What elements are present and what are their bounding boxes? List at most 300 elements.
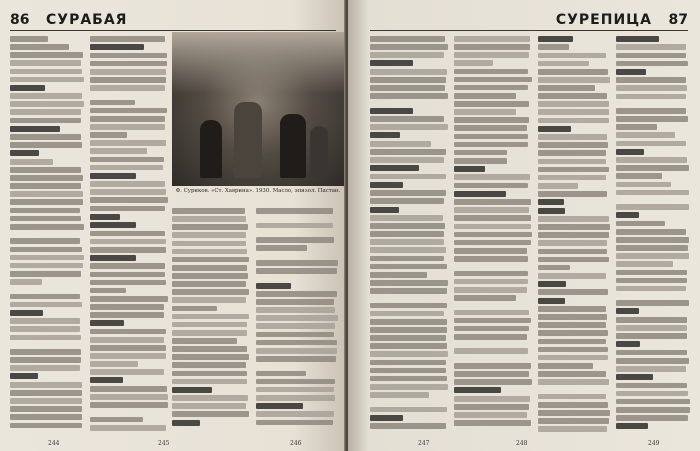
right-page-number: 87 [668, 12, 688, 28]
text-line [538, 394, 606, 400]
text-line [10, 77, 84, 83]
text-line [454, 303, 532, 307]
text-line [10, 271, 81, 277]
text-line [370, 85, 445, 91]
text-line [370, 60, 413, 66]
text-line [256, 403, 303, 409]
text-line [90, 312, 164, 318]
text-line [454, 215, 531, 221]
text-line [454, 279, 528, 285]
text-line [370, 311, 444, 317]
text-line [616, 308, 639, 314]
text-line [90, 369, 164, 375]
text-line [172, 208, 245, 214]
text-line [616, 270, 687, 276]
text-line [172, 224, 248, 230]
text-line [370, 327, 447, 333]
right-header-word: СУРЕПИЦА [555, 12, 652, 28]
text-line [370, 141, 431, 147]
text-line [616, 132, 675, 138]
text-line [454, 199, 531, 205]
text-line [256, 268, 337, 274]
text-line [10, 357, 81, 363]
right-page [348, 0, 700, 451]
text-line [256, 299, 334, 305]
text-line [256, 315, 338, 321]
text-line [538, 257, 609, 263]
text-line [454, 379, 532, 385]
text-line [10, 199, 83, 205]
text-line [616, 141, 686, 147]
text-line [454, 69, 528, 75]
text-line [10, 150, 39, 156]
text-line [370, 116, 444, 122]
text-line [538, 183, 578, 189]
text-line [172, 216, 246, 222]
text-line [10, 406, 82, 412]
text-line [538, 101, 609, 107]
text-line [538, 93, 607, 99]
text-line [172, 273, 248, 279]
text-line [10, 167, 81, 173]
text-line [90, 165, 163, 171]
text-line [538, 85, 595, 91]
text-line [538, 142, 608, 148]
text-line [256, 216, 338, 220]
text-line [90, 280, 166, 286]
text-line [538, 426, 607, 432]
text-line [370, 132, 400, 138]
text-line [172, 281, 246, 287]
text-line [616, 221, 665, 227]
text-line [172, 354, 249, 360]
text-line [10, 365, 80, 371]
text-line [370, 77, 446, 83]
text-line [256, 283, 291, 289]
text-line [454, 183, 528, 189]
text-line [370, 215, 443, 221]
text-line [370, 239, 444, 245]
text-line [10, 36, 48, 42]
text-line [10, 216, 81, 222]
text-line [90, 61, 167, 67]
text-line [256, 371, 306, 377]
text-line [538, 175, 606, 181]
text-line [538, 167, 609, 173]
text-line [90, 36, 165, 42]
text-line [454, 109, 516, 115]
text-line [454, 166, 485, 172]
text-line [616, 116, 688, 122]
text-line [538, 232, 609, 238]
text-line [90, 148, 147, 154]
text-line [454, 363, 531, 369]
text-line [454, 310, 529, 316]
text-line [370, 207, 399, 213]
text-line [370, 165, 419, 171]
right-footer-number-3: 249 [648, 440, 660, 447]
text-line [616, 182, 671, 188]
text-line [172, 403, 246, 409]
text-line [454, 158, 507, 164]
text-line [538, 322, 606, 328]
text-line [454, 256, 528, 262]
text-line [10, 318, 80, 324]
text-line [538, 402, 608, 408]
text-line [90, 77, 166, 83]
text-line [370, 223, 445, 229]
text-line [454, 348, 528, 354]
text-line [256, 332, 334, 338]
text-line [256, 364, 338, 368]
text-line [10, 255, 84, 261]
text-column-5 [454, 36, 532, 436]
text-line [370, 149, 446, 155]
text-line [256, 348, 337, 354]
text-line [10, 183, 81, 189]
text-line [454, 342, 532, 346]
text-line [256, 223, 333, 229]
text-line [616, 333, 687, 339]
text-line [616, 317, 687, 323]
text-line [454, 44, 530, 50]
text-line [90, 402, 168, 408]
text-line [172, 289, 249, 295]
text-line [370, 174, 446, 180]
text-line [454, 142, 528, 148]
text-line [538, 371, 606, 377]
text-line [538, 410, 610, 416]
text-line [538, 224, 610, 230]
text-line [90, 377, 123, 383]
text-line [90, 329, 166, 335]
text-line [454, 318, 531, 324]
text-line [10, 101, 84, 107]
text-line [454, 85, 528, 91]
text-line [616, 44, 686, 50]
text-line [370, 351, 448, 357]
text-line [538, 208, 565, 214]
left-footer-number-3: 246 [290, 440, 302, 447]
text-line [454, 404, 529, 410]
text-line [538, 249, 607, 255]
text-line [10, 142, 82, 148]
text-line [370, 392, 429, 398]
text-line [10, 247, 82, 253]
text-line [10, 208, 80, 214]
text-line [90, 222, 136, 228]
text-line [538, 69, 608, 75]
text-line [454, 60, 493, 66]
text-line [370, 198, 444, 204]
text-line [616, 61, 688, 67]
text-line [616, 102, 690, 106]
text-line [616, 36, 659, 42]
text-line [10, 224, 84, 230]
text-line [454, 271, 528, 277]
text-line [172, 257, 249, 263]
text-line [90, 288, 126, 294]
text-line [370, 108, 413, 114]
left-footer-number-1: 244 [48, 440, 60, 447]
text-line [616, 149, 644, 155]
text-line [172, 297, 246, 303]
text-line [10, 349, 81, 355]
text-line [454, 240, 531, 246]
text-line [454, 357, 532, 361]
text-line [370, 93, 448, 99]
text-line [10, 335, 81, 341]
text-line [10, 382, 82, 388]
text-line [538, 240, 607, 246]
text-line [172, 371, 247, 377]
text-line [538, 314, 607, 320]
text-line [454, 264, 532, 268]
text-line [10, 126, 60, 132]
text-line [538, 379, 609, 385]
text-line [256, 420, 333, 426]
text-line [370, 407, 447, 413]
text-line [454, 77, 532, 83]
text-line [454, 224, 531, 230]
text-line [616, 190, 689, 196]
text-line [538, 265, 570, 271]
text-line [90, 231, 165, 237]
left-header-rule [10, 30, 336, 31]
text-line [616, 237, 689, 243]
text-line [616, 407, 690, 413]
text-line [90, 157, 164, 163]
text-line [370, 368, 446, 374]
text-line [10, 232, 84, 236]
text-line [172, 420, 200, 426]
text-line [256, 387, 334, 393]
text-line [370, 101, 448, 105]
text-line [90, 124, 165, 130]
text-line [370, 376, 447, 382]
text-line [616, 399, 690, 405]
text-line [454, 150, 507, 156]
text-line [256, 395, 335, 401]
text-line [90, 394, 168, 400]
text-line [616, 350, 687, 356]
text-line [172, 306, 217, 312]
text-line [616, 77, 686, 83]
text-line [90, 53, 167, 59]
text-line [538, 126, 571, 132]
text-line [538, 418, 609, 424]
text-line [90, 173, 136, 179]
text-line [90, 44, 144, 50]
text-line [454, 101, 529, 107]
text-line [10, 175, 83, 181]
text-line [256, 231, 338, 235]
text-line [538, 387, 610, 391]
text-line [454, 287, 527, 293]
text-line [616, 358, 689, 364]
text-line [370, 157, 444, 163]
text-line [538, 134, 607, 140]
text-line [616, 341, 640, 347]
text-line [172, 411, 249, 417]
text-line [10, 93, 82, 99]
left-page-number: 86 [10, 12, 30, 28]
text-line [370, 247, 446, 253]
text-line [454, 207, 529, 213]
text-line [616, 157, 687, 163]
text-line [172, 338, 237, 344]
text-line [538, 109, 609, 115]
text-line [10, 44, 69, 50]
text-line [538, 61, 589, 67]
text-line [616, 85, 687, 91]
text-line [454, 387, 501, 393]
text-line [370, 272, 427, 278]
text-line [90, 247, 166, 253]
text-line [90, 361, 138, 367]
text-line [172, 232, 246, 238]
text-line [90, 108, 167, 114]
illustration-painting [172, 32, 344, 186]
text-line [538, 339, 606, 345]
text-line [90, 296, 168, 302]
text-line [538, 36, 573, 42]
text-line [10, 294, 80, 300]
right-header-rule [370, 30, 688, 31]
text-line [538, 53, 606, 59]
text-line [616, 415, 688, 421]
text-line [538, 216, 609, 222]
text-line [90, 132, 127, 138]
text-line [172, 322, 247, 328]
illustration-caption: Ф. Суриков. «Ст. Хаврина». 1930. Масло, эпизол. Пастан. [175, 188, 341, 194]
text-line [10, 134, 81, 140]
text-line [538, 159, 606, 165]
text-line [616, 374, 653, 380]
text-line [538, 118, 609, 124]
text-line [172, 395, 248, 401]
text-line [370, 415, 403, 421]
text-line [10, 310, 43, 316]
text-line [616, 391, 688, 397]
text-line [172, 265, 247, 271]
text-line [10, 159, 53, 165]
text-line [538, 150, 606, 156]
text-line [616, 69, 646, 75]
text-line [256, 340, 337, 346]
text-line [10, 398, 82, 404]
text-column-6 [538, 36, 610, 436]
text-line [538, 355, 608, 361]
text-line [90, 239, 166, 245]
text-line [256, 323, 335, 329]
text-line [538, 363, 593, 369]
left-page [0, 0, 346, 451]
text-line [370, 124, 448, 130]
text-line [616, 383, 687, 389]
text-line [616, 366, 686, 372]
text-line [454, 36, 530, 42]
text-line [10, 69, 82, 75]
text-line [616, 198, 690, 202]
text-line [616, 294, 690, 298]
text-line [454, 232, 532, 238]
text-line [616, 286, 686, 292]
text-line [10, 423, 82, 429]
text-line [256, 253, 338, 257]
text-line [370, 36, 445, 42]
text-line [256, 237, 334, 243]
text-line [90, 320, 124, 326]
text-line [256, 245, 307, 251]
text-line [10, 263, 83, 269]
text-line [10, 414, 82, 420]
text-line [90, 214, 120, 220]
text-line [256, 379, 335, 385]
text-line [90, 85, 165, 91]
text-line [370, 423, 446, 429]
text-line [370, 69, 447, 75]
text-line [172, 428, 250, 432]
text-line [538, 298, 565, 304]
text-line [10, 343, 84, 347]
text-line [370, 231, 444, 237]
text-line [172, 379, 247, 385]
text-line [256, 356, 336, 362]
text-line [90, 386, 167, 392]
text-line [370, 296, 448, 300]
text-line [90, 410, 168, 414]
text-line [90, 255, 136, 261]
text-line [256, 276, 338, 280]
text-line [370, 360, 446, 366]
text-line [90, 197, 168, 203]
text-line [90, 263, 165, 269]
text-line [370, 44, 448, 50]
text-line [454, 248, 527, 254]
text-line [370, 400, 448, 404]
text-line [256, 260, 338, 266]
text-line [454, 93, 516, 99]
text-line [538, 330, 608, 336]
text-line [172, 387, 212, 393]
text-line [90, 206, 165, 212]
left-footer-number-2: 245 [158, 440, 170, 447]
text-line [10, 373, 38, 379]
text-line [616, 229, 686, 235]
text-line [616, 300, 689, 306]
text-line [370, 280, 448, 286]
text-line [90, 189, 166, 195]
text-line [90, 100, 135, 106]
text-line [172, 330, 247, 336]
right-footer-number-2: 248 [516, 440, 528, 447]
text-line [616, 261, 673, 267]
text-line [454, 420, 531, 426]
text-line [10, 238, 80, 244]
text-line [454, 295, 516, 301]
text-line [256, 208, 333, 214]
text-line [616, 204, 689, 210]
text-column-4 [370, 36, 448, 436]
text-line [172, 362, 246, 368]
text-line [454, 52, 529, 58]
text-line [616, 423, 648, 429]
text-line [90, 353, 166, 359]
text-line [616, 173, 662, 179]
text-line [616, 212, 639, 218]
text-line [90, 337, 164, 343]
